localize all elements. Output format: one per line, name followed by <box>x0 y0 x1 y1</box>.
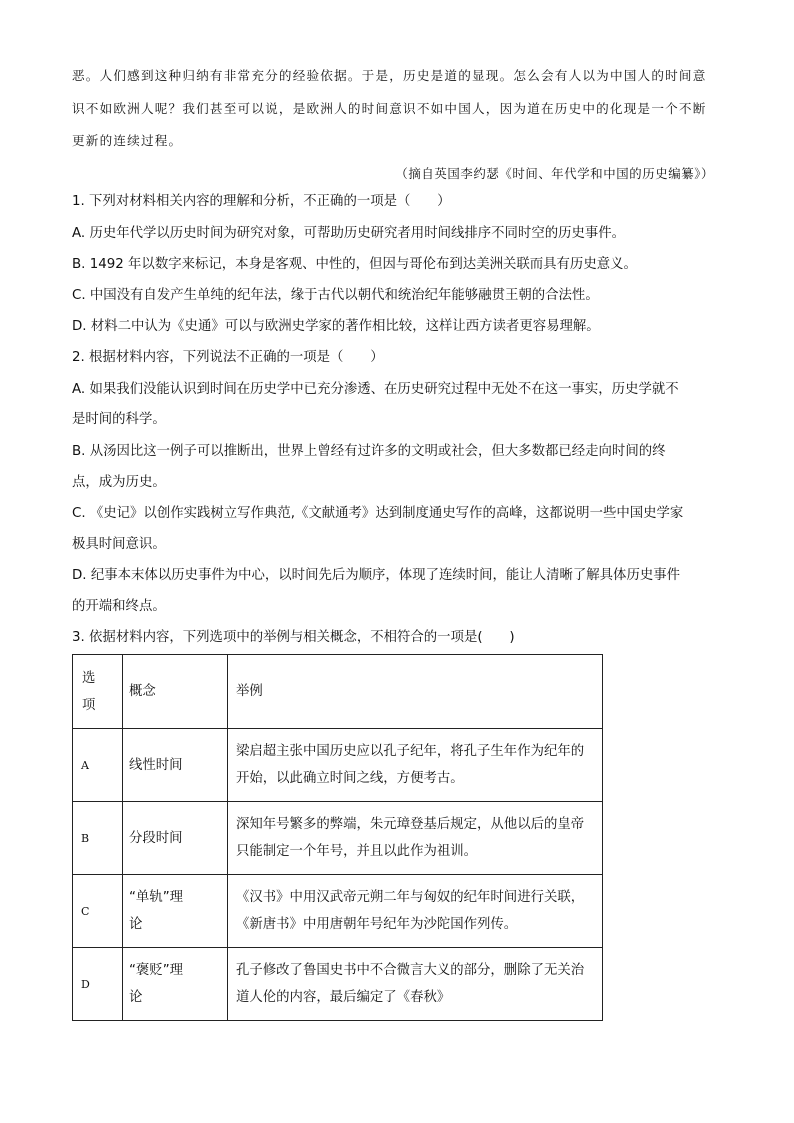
q2-option-b-cont: 点，成为历史。 <box>72 475 166 490</box>
q2-option-b: B. 从汤因比这一例子可以推断出，世界上曾经有过许多的文明或社会，但大多数都已经走向时间的终 <box>72 444 666 459</box>
row-option: B <box>73 802 123 875</box>
q2-option-c: C. 《史记》以创作实践树立写作典范,《文献通考》达到制度通史写作的高峰，这都说明一些中国史学家 <box>72 506 684 521</box>
table-row <box>73 729 603 802</box>
passage-line: 识不如欧洲人呢？我们甚至可以说，是欧洲人的时间意识不如中国人，因为道在历史中的化现是一个不断 <box>72 101 707 116</box>
q2-option-a: A. 如果我们没能认识到时间在历史学中已充分渗透、在历史研究过程中无处不在这一事实，历史学就不 <box>72 382 679 397</box>
table-row <box>73 875 603 948</box>
q2-option-d-cont: 的开端和终点。 <box>72 599 166 614</box>
q3-options-table <box>72 654 603 1021</box>
q1-option-a: A. 历史年代学以历史时间为研究对象，可帮助历史研究者用时间线排序不同时空的历史事件。 <box>72 226 626 241</box>
row-example: 《汉书》中用汉武帝元朔二年与匈奴的纪年时间进行关联， 《新唐书》中用唐朝年号纪年为沙陀国作列传。 <box>228 875 603 948</box>
passage-source: （摘自英国李约瑟《时间、年代学和中国的历史编纂》） <box>395 166 714 181</box>
row-concept: “单轨”理 论 <box>123 875 228 948</box>
table-row <box>73 802 603 875</box>
passage-line: 恶。人们感到这种归纳有非常充分的经验依据。于是，历史是道的显现。怎么会有人以为中国人的时间意 <box>72 68 707 83</box>
table-header-row <box>73 655 603 729</box>
row-concept: 线性时间 <box>123 729 228 802</box>
row-concept: “褒贬”理 论 <box>123 948 228 1021</box>
q1-option-c: C. 中国没有自发产生单纯的纪年法，缘于古代以朝代和统治纪年能够融贯王朝的合法性。 <box>72 288 599 303</box>
q2-option-a-cont: 是时间的科学。 <box>72 412 166 427</box>
row-example: 孔子修改了鲁国史书中不合微言大义的部分，删除了无关治 道人伦的内容，最后编定了《春秋》 <box>228 948 603 1021</box>
row-example: 深知年号繁多的弊端，朱元璋登基后规定，从他以后的皇帝 只能制定一个年号，并且以此作为祖训。 <box>228 802 603 875</box>
table-row <box>73 948 603 1021</box>
q2-option-d: D. 纪事本末体以历史事件为中心，以时间先后为顺序，体现了连续时间，能让人清晰了解具体历史事件 <box>72 568 681 583</box>
row-option: D <box>73 948 123 1021</box>
header-example: 举例 <box>228 655 603 729</box>
row-example: 梁启超主张中国历史应以孔子纪年，将孔子生年作为纪年的 开始，以此确立时间之线，方便考古。 <box>228 729 603 802</box>
header-concept: 概念 <box>123 655 228 729</box>
q1-option-b: B. 1492 年以数字来标记，本身是客观、中性的，但因与哥伦布到达美洲关联而具有历史意义。 <box>72 257 637 272</box>
passage-line: 更新的连续过程。 <box>72 133 183 148</box>
row-concept: 分段时间 <box>123 802 228 875</box>
q2-stem: 2. 根据材料内容，下列说法不正确的一项是（ ） <box>72 350 384 365</box>
q1-stem: 1. 下列对材料相关内容的理解和分析，不正确的一项是（ ） <box>72 194 451 209</box>
q1-option-d: D. 材料二中认为《史通》可以与欧洲史学家的著作相比较，这样让西方读者更容易理解。 <box>72 319 600 334</box>
row-option: A <box>73 729 123 802</box>
q3-stem: 3. 依据材料内容，下列选项中的举例与相关概念，不相符合的一项是( ) <box>72 630 515 645</box>
header-option: 选 项 <box>73 655 123 729</box>
q2-option-c-cont: 极具时间意识。 <box>72 537 166 552</box>
row-option: C <box>73 875 123 948</box>
